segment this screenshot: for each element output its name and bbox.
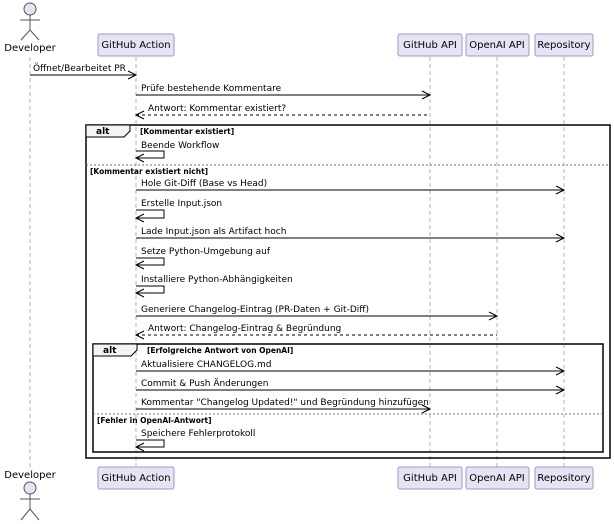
message-label: Prüfe bestehende Kommentare (141, 84, 282, 94)
participant-openai-api-top (466, 34, 529, 56)
message-install-dependencies (136, 275, 293, 297)
participant-github-api-bottom (398, 467, 462, 489)
message-label: Antwort: Kommentar existiert? (148, 104, 287, 114)
message-check-comments (136, 84, 430, 99)
message-open-pr (30, 63, 136, 79)
participant-label: OpenAI API (469, 473, 525, 484)
message-label: Installiere Python-Abhängigkeiten (141, 275, 293, 285)
message-setup-python (136, 247, 271, 269)
fragment-keyword: alt (103, 346, 117, 356)
participant-label: Developer (4, 43, 56, 54)
message-label: Beende Workflow (141, 141, 220, 151)
fragment-condition: [Kommentar existiert] (140, 127, 235, 136)
fragment-condition: [Erfolgreiche Antwort von OpenAI] (147, 346, 294, 355)
participant-repository-bottom (535, 467, 593, 489)
participant-label: GitHub API (403, 473, 457, 484)
message-end-workflow (136, 141, 219, 162)
alt-fragment-outer (86, 125, 610, 458)
message-add-comment (136, 398, 430, 413)
participant-label: Repository (537, 40, 591, 51)
message-create-input-json (136, 199, 222, 222)
fragment-condition: [Fehler in OpenAI-Antwort] (97, 416, 212, 425)
participant-label: GitHub Action (101, 473, 171, 484)
message-fetch-git-diff (136, 179, 564, 194)
participant-label: Developer (4, 470, 56, 481)
message-label: Generiere Changelog-Eintrag (PR-Daten + Git-Diff) (141, 305, 369, 315)
participant-github-action-top (98, 34, 174, 56)
fragment-keyword: alt (96, 127, 110, 137)
participant-repository-top (535, 34, 593, 56)
participant-label: OpenAI API (469, 40, 525, 51)
participant-github-api-top (398, 34, 462, 56)
message-comment-exists-reply (136, 104, 430, 119)
message-label: Lade Input.json als Artifact hoch (141, 227, 287, 237)
actor-developer-bottom (4, 470, 56, 520)
message-label: Hole Git-Diff (Base vs Head) (141, 179, 268, 189)
message-label: Öffnet/Bearbeitet PR (33, 64, 126, 74)
participant-openai-api-bottom (466, 467, 529, 489)
participant-label: GitHub API (403, 40, 457, 51)
message-label: Commit & Push Änderungen (141, 379, 269, 389)
actor-developer-top (4, 3, 56, 54)
message-changelog-reply (136, 324, 497, 339)
fragment-condition: [Kommentar existiert nicht] (90, 167, 209, 176)
message-label: Setze Python-Umgebung auf (141, 247, 271, 257)
participant-label: Repository (537, 473, 591, 484)
message-label: Kommentar "Changelog Updated!" und Begründung hinzufügen (141, 398, 429, 408)
message-label: Speichere Fehlerprotokoll (141, 429, 256, 439)
participant-label: GitHub Action (101, 40, 171, 51)
message-update-changelog (136, 360, 564, 375)
message-label: Erstelle Input.json (141, 199, 223, 209)
participant-github-action-bottom (98, 467, 174, 489)
message-label: Aktualisiere CHANGELOG.md (141, 360, 272, 370)
message-save-error-log (136, 429, 255, 451)
message-commit-push (136, 378, 564, 394)
message-label: Antwort: Changelog-Eintrag & Begründung (148, 324, 342, 334)
message-generate-changelog (136, 305, 497, 320)
message-upload-artifact (136, 227, 564, 242)
